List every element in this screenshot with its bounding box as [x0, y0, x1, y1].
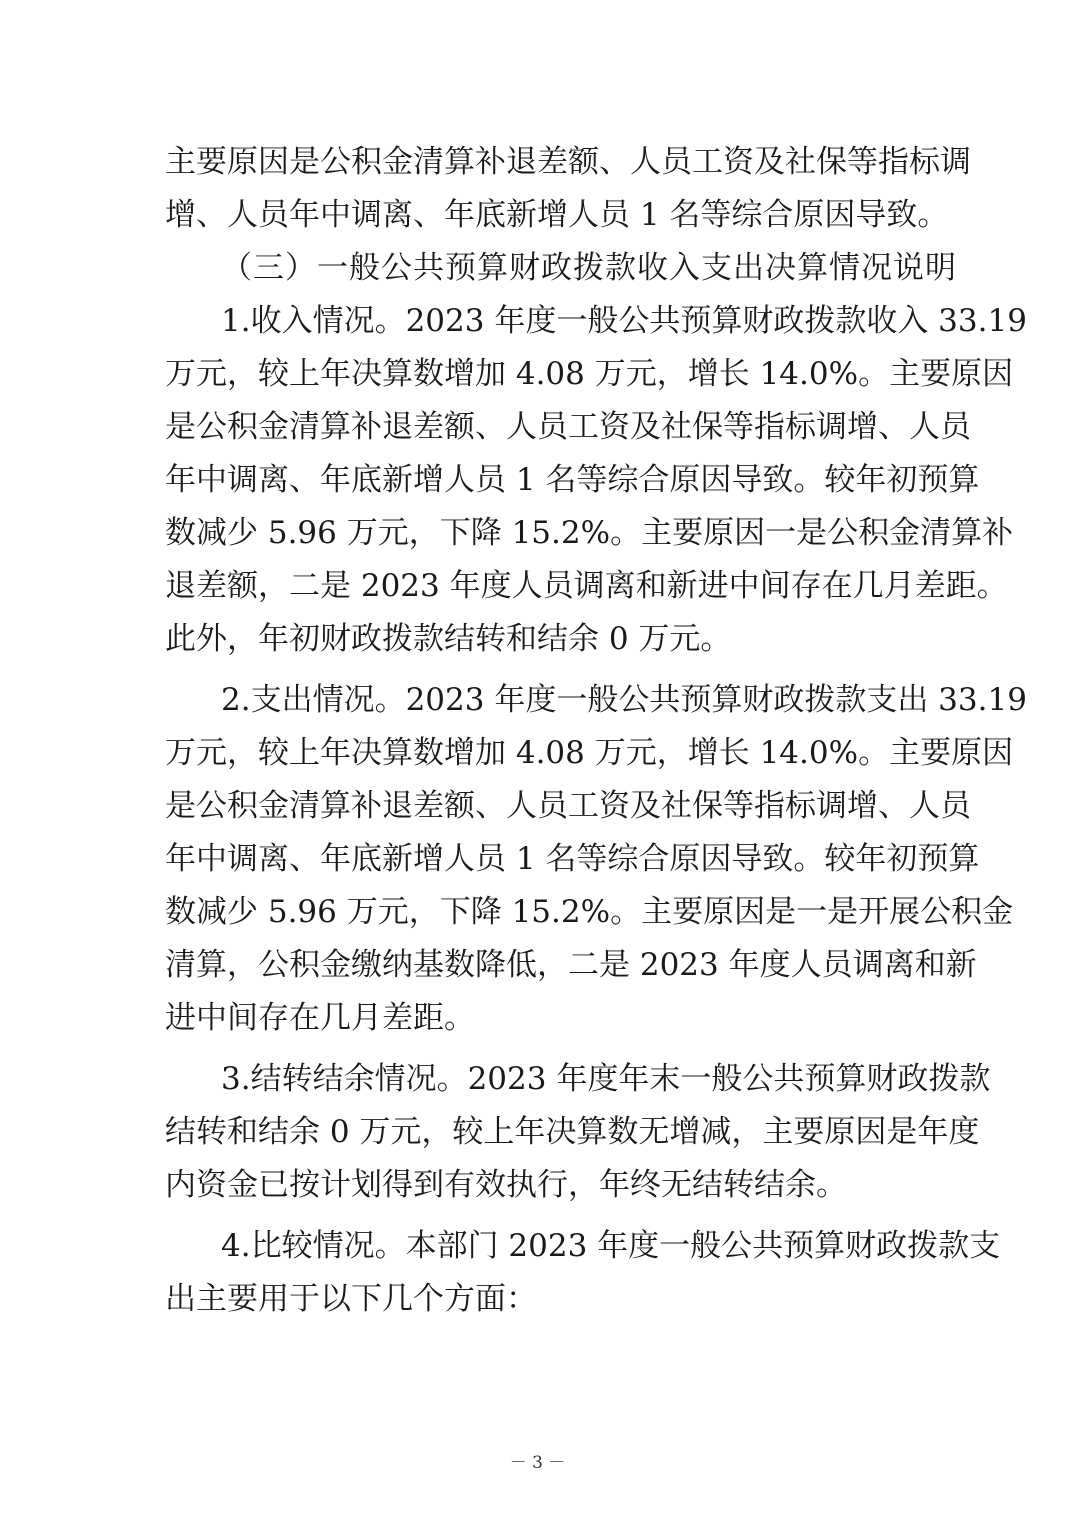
text-line: 是公积金清算补退差额、人员工资及社保等指标调增、人员	[165, 788, 971, 824]
text-line: 数减少 5.96 万元，下降 15.2%。主要原因一是公积金清算补	[165, 515, 1014, 551]
text-line: 出主要用于以下几个方面：	[165, 1281, 537, 1317]
text-line: 万元，较上年决算数增加 4.08 万元，增长 14.0%。主要原因	[165, 356, 1014, 392]
document-body	[165, 136, 1027, 1326]
paragraph-carryover	[165, 1053, 991, 1212]
text-line: 退差额，二是 2023 年度人员调离和新进中间存在几月差距。	[165, 568, 1008, 604]
text-line: 1.收入情况。2023 年度一般公共预算财政拨款收入 33.19	[221, 303, 1027, 339]
text-line: 年中调离、年底新增人员 1 名等综合原因导致。较年初预算	[165, 462, 980, 498]
text-line: 结转和结余 0 万元，较上年决算数无增减，主要原因是年度	[165, 1114, 980, 1150]
text-line: 主要原因是公积金清算补退差额、人员工资及社保等指标调	[165, 144, 971, 180]
text-line: 清算，公积金缴纳基数降低，二是 2023 年度人员调离和新	[165, 947, 977, 983]
text-line: 数减少 5.96 万元，下降 15.2%。主要原因是一是开展公积金	[165, 894, 1014, 930]
text-line: 进中间存在几月差距。	[165, 1000, 475, 1036]
page-number: － 3 －	[509, 1453, 566, 1473]
intro-paragraph	[165, 136, 971, 242]
text-line: 是公积金清算补退差额、人员工资及社保等指标调增、人员	[165, 409, 971, 445]
text-line: 此外，年初财政拨款结转和结余 0 万元。	[165, 621, 732, 657]
text-line: 4.比较情况。本部门 2023 年度一般公共预算财政拨款支	[221, 1228, 1001, 1264]
paragraph-comparison	[165, 1220, 1001, 1326]
text-line: 年中调离、年底新增人员 1 名等综合原因导致。较年初预算	[165, 841, 980, 877]
text-line: 万元，较上年决算数增加 4.08 万元，增长 14.0%。主要原因	[165, 735, 1014, 771]
paragraph-income	[165, 295, 1027, 666]
section-heading: （三）一般公共预算财政拨款收入支出决算情况说明	[221, 250, 957, 286]
text-line: 2.支出情况。2023 年度一般公共预算财政拨款支出 33.19	[221, 682, 1027, 718]
text-line: 内资金已按计划得到有效执行，年终无结转结余。	[165, 1167, 847, 1203]
text-line: 3.结转结余情况。2023 年度年末一般公共预算财政拨款	[221, 1061, 991, 1097]
paragraph-expenditure	[165, 674, 1027, 1045]
text-line: 增、人员年中调离、年底新增人员 1 名等综合原因导致。	[165, 197, 949, 233]
